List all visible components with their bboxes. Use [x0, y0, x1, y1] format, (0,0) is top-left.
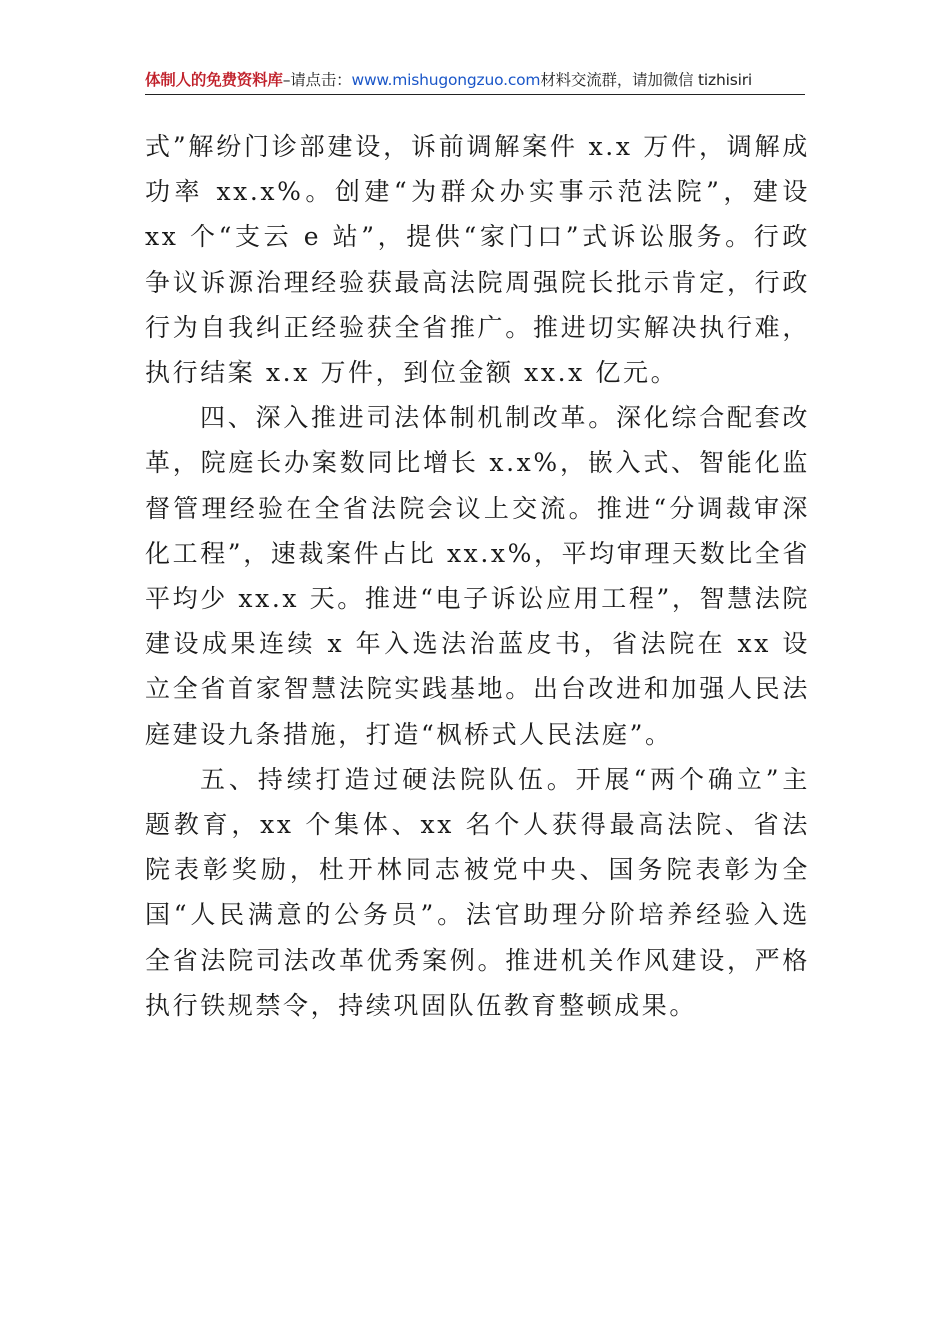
- paragraph-section-five: 五、持续打造过硬法院队伍。开展“两个确立”主题教育，xx 个集体、xx 名个人获得最高法院、省法院表彰奖励，杜开林同志被党中央、国务院表彰为全国“人民满意的公务员”。法官助理分阶培养经验入选全省法院司法改革优秀案例。推进机关作风建设，严格执行铁规禁令，持续巩固队伍教育整顿成果。: [145, 764, 810, 1020]
- header-link[interactable]: www.mishugongzuo.com: [351, 71, 541, 89]
- paragraph-section-four: 四、深入推进司法体制机制改革。深化综合配套改革，院庭长办案数同比增长 x.x%，嵌入式、智能化监督管理经验在全省法院会议上交流。推进“分调裁审深化工程”，速裁案件占比 xx.x%，平均审理天数比全省平均少 xx.x 天。推进“电子诉讼应用工程”，智慧法院建设成果连续 x 年入选法治蓝皮书，省法院在 xx 设立全省首家智慧法院实践基地。出台改进和加强人民法庭建设九条措施，打造“枫桥式人民法庭”。: [145, 403, 810, 749]
- document-body: [145, 124, 810, 1028]
- page-header: [145, 66, 805, 95]
- header-contact: 材料交流群，请加微信 tizhisiri: [540, 71, 752, 89]
- paragraph-continuation: 式”解纷门诊部建设，诉前调解案件 x.x 万件，调解成功率 xx.x%。创建“为群众办实事示范法院”，建设 xx 个“支云 e 站”，提供“家门口”式诉讼服务。行政争议诉源治理经验获最高法院周强院长批示肯定，行政行为自我纠正经验获全省推广。推进切实解决执行难，执行结案 x.x 万件，到位金额 xx.x 亿元。: [145, 132, 810, 388]
- header-prompt: –请点击：: [282, 71, 352, 89]
- header-brand: 体制人的免费资料库: [145, 71, 283, 89]
